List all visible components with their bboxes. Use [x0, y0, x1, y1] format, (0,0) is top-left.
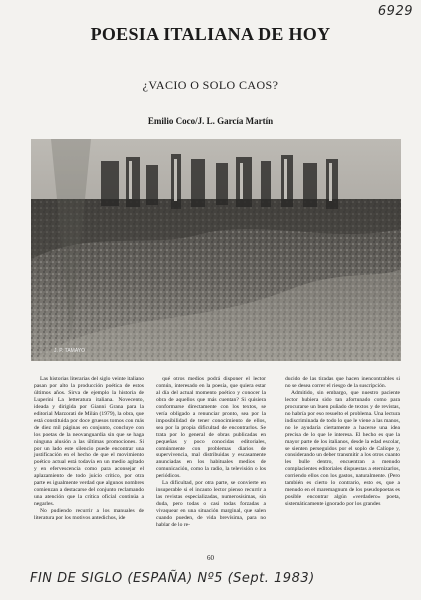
paragraph: qué otros medios podrá disponer el lector común, interesado en la poesía, que quiera estar al día del actual momento poético y conocer la obra de aquellos que más cuentan? Si quisiera conformarse directamente con los textos, se vería obligado a renunciar pronto, sea por la imposibilidad de tener conocimiento de ellos, sea por la propia dificultad de encontrarlos. Se trata por lo general de obras publicadas en pequeñas y poco conocidas editoriales, comúnmente con problemas diarios de supervivencia, mal distribuidas y escasamente anunciadas en los habituales medios de comunicación, como la radio, la televisión o los periódicos. — [156, 376, 266, 480]
article-authors: Emilio Coco/J. L. García Martín — [147, 116, 274, 126]
article-subtitle: ¿VACIO O SOLO CAOS? — [142, 78, 279, 92]
paragraph: Las historias literarias del siglo veinte italiano pasan por alto la producción poética de estos últimos años. Sirva de ejemplo la historia de Luperini La letteratura italiana. Novecento, ideada y dirigida por Gianni Grana para la editorial Marzorati de Milán (1979), la obra, que está constituida por doce gruesos tomos con más de diez mil páginas en conjunto, concluye con los poetas de la neovanguardia sin que se haga ninguna alusión a las últimas promociones. Si por un lado este silencio puede encontrar una justificación en el hecho de que el movimiento poético actual está todavía en un medio agitado y en efervescencia como para aconsejar el aplazamiento de todo juicio crítico, por otra parte es igualmente verdad que algunos nombres comienzan a destacarse del conjunto reclamando una atención que la crítica oficial continúa a negarles. — [34, 376, 144, 508]
beach-photo-image — [31, 139, 401, 361]
handwritten-source-note: FIN DE SIGLO (ESPAÑA) Nº5 (Sept. 1983) — [30, 571, 315, 586]
photo-credit: J. P. TAMAYO — [54, 348, 86, 354]
beach-photo — [31, 139, 401, 361]
page-title: POESIA ITALIANA DE HOY — [90, 24, 331, 44]
paragraph: ducido de las tiradas que hacen inencontrables si no se desea correr el riesgo de la suscripción. — [285, 376, 400, 389]
paragraph: Admitido, sin embargo, que nuestro paciente lector hubiera sido tan afortunado como para procurarse un buen puñado de textos y de revistas, no habría por eso resuelto el problema. Una lectura indiscriminada de todo lo que le viene a las manos, no le ayudaría ciertamente a hacerse una idea precisa de lo que le interesa. El hecho es que la mayor parte de los italianos, desde la edad escolar, se sienten perseguidos por el soplo de Calíope y, considerando un deber transmitir a los otros cuanto les bulle dentro, encuentran a menudo complacientes editoriales dispuestas a eternizarlos, corriendo ellos con los gastos, naturalmente. (Pero también es cierto lo contrario, esto es, que a menudo en el maremagnum de los pseudopoetas es posible encontrar algún «verdadero» poeta, sistemáticamente ignorado por los grandes — [285, 389, 400, 508]
handwritten-code: 6929 — [377, 4, 413, 19]
text-column-1 — [34, 376, 144, 522]
paragraph: No pudiendo recurrir a los manuales de literatura por los motivos antedichos, ide — [34, 508, 144, 522]
page-number: 60 — [207, 554, 214, 562]
paragraph: La dificultad, por otra parte, se convierte en insuperable si el incauto lector pienso recurrir a las revistas especializadas, numerosísimas, sin duda, pero todas o casi todas forzadas a vivaquear en una situación marginal, que salen cuando pueden, de vida brevísima, para no hablar de lo re- — [156, 480, 266, 529]
text-column-2 — [156, 376, 266, 529]
text-column-3 — [285, 376, 400, 508]
